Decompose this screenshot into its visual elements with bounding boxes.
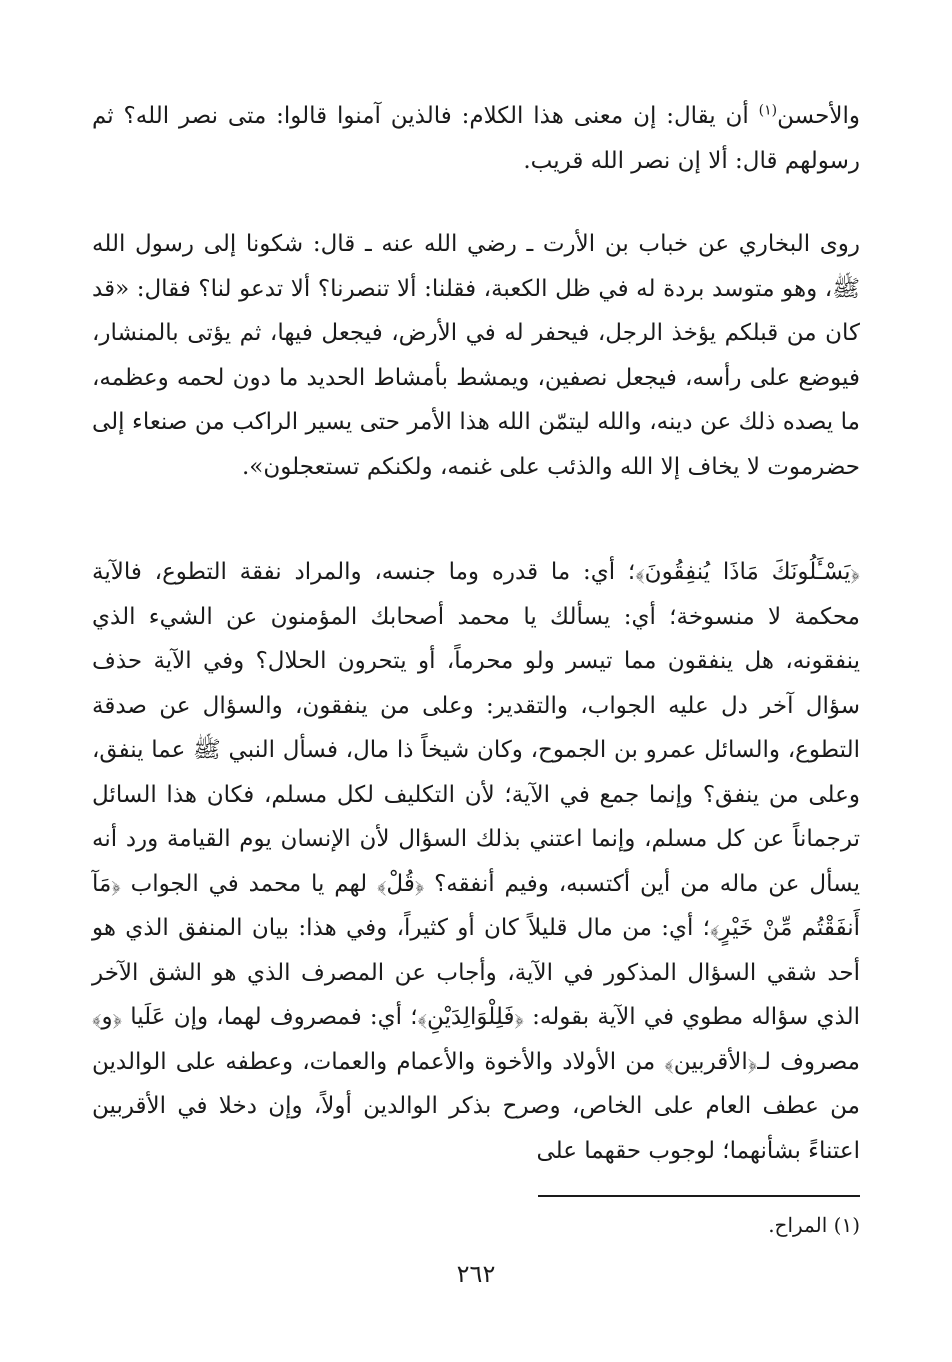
paragraph-1 — [92, 94, 860, 183]
footnote — [768, 1208, 860, 1242]
footnote-divider — [538, 1195, 860, 1197]
page-number: ٢٦٢ — [456, 1260, 496, 1288]
paragraph-3: ﴿يَسْـَٔلُونَكَ مَاذَا يُنفِقُونَ﴾؛ أي: ما قدره وما جنسه، والمراد نفقة التطوع، فالآية محكمة لا منسوخة؛ أي: يسألك يا محمد أصحابك المؤمنون عن الشيء الذي ينفقونه، هل ينفقون مما تيسر ولو محرماً، أو يتحرون الحلال؟ وفي الآية حذف سؤال آخر دل عليه الجواب، والتقدير: وعلى من ينفقون، والسؤال عن صدقة التطوع، والسائل عمرو بن الجموح، وكان شيخاً ذا مال، فسأل النبي ﷺ عما ينفق، وعلى من ينفق؟ وإنما جمع في الآية؛ لأن التكليف لكل مسلم، فكان هذا السائل ترجماناً عن كل مسلم، وإنما اعتني بذلك السؤال لأن الإنسان يوم القيامة ورد أنه يسأل عن ماله من أين أكتسبه، وفيم أنفقه؟ ﴿قُلْ﴾ لهم يا محمد في الجواب ﴿مَآ أَنفَقْتُم مِّنْ خَيْرٍ﴾؛ أي: من مال قليلاً كان أو كثيراً، وفي هذا: بيان المنفق الذي هو أحد شقي السؤال المذكور في الآية، وأجاب عن المصرف الذي هو الشق الآخر الذي سؤاله مطوي في الآية بقوله: ﴿فَلِلْوَالِدَيْنِ﴾؛ أي: فمصروف لهما، وإن عَلَيا ﴿و﴾ مصروف لـ﴿الأقربين﴾ من الأولاد والأخوة والأعمام والعمات، وعطفه على الوالدين من عطف العام على الخاص، وصرح بذكر الوالدين أولاً، وإن دخلا في الأقربين اعتناءً بشأنهما؛ لوجوب حقهما على — [92, 559, 860, 1164]
footnote-number: (١) — [833, 1213, 860, 1237]
footnote-text: المراح. — [768, 1213, 828, 1237]
paragraph-1-body: أن يقال: إن معنى هذا الكلام: فالذين آمنوا قالوا: متى نصر الله؟ ثم رسولهم قال: ألا إن نصر الله قريب. — [92, 103, 860, 174]
paragraph-2: روى البخاري عن خباب بن الأرت ـ رضي الله عنه ـ قال: شكونا إلى رسول الله ﷺ، وهو متوسد بردة له في ظل الكعبة، فقلنا: ألا تنصرنا؟ ألا تدعو لنا؟ فقال: «قد كان من قبلكم يؤخذ الرجل، فيحفر له في الأرض، فيجعل فيها، ثم يؤتى بالمنشار، فيوضع على رأسه، فيجعل نصفين، ويمشط بأمشاط الحديد ما دون لحمه وعظمه، ما يصده ذلك عن دينه، والله ليتمّن الله هذا الأمر حتى يسير الراكب من صنعاء إلى حضرموت لا يخاف إلا الله والذئب على غنمه، ولكنكم تستعجلون». — [92, 231, 860, 480]
footnote-reference[interactable]: (١) — [758, 102, 778, 119]
paragraph-1-lead: والأحسن — [777, 103, 860, 129]
